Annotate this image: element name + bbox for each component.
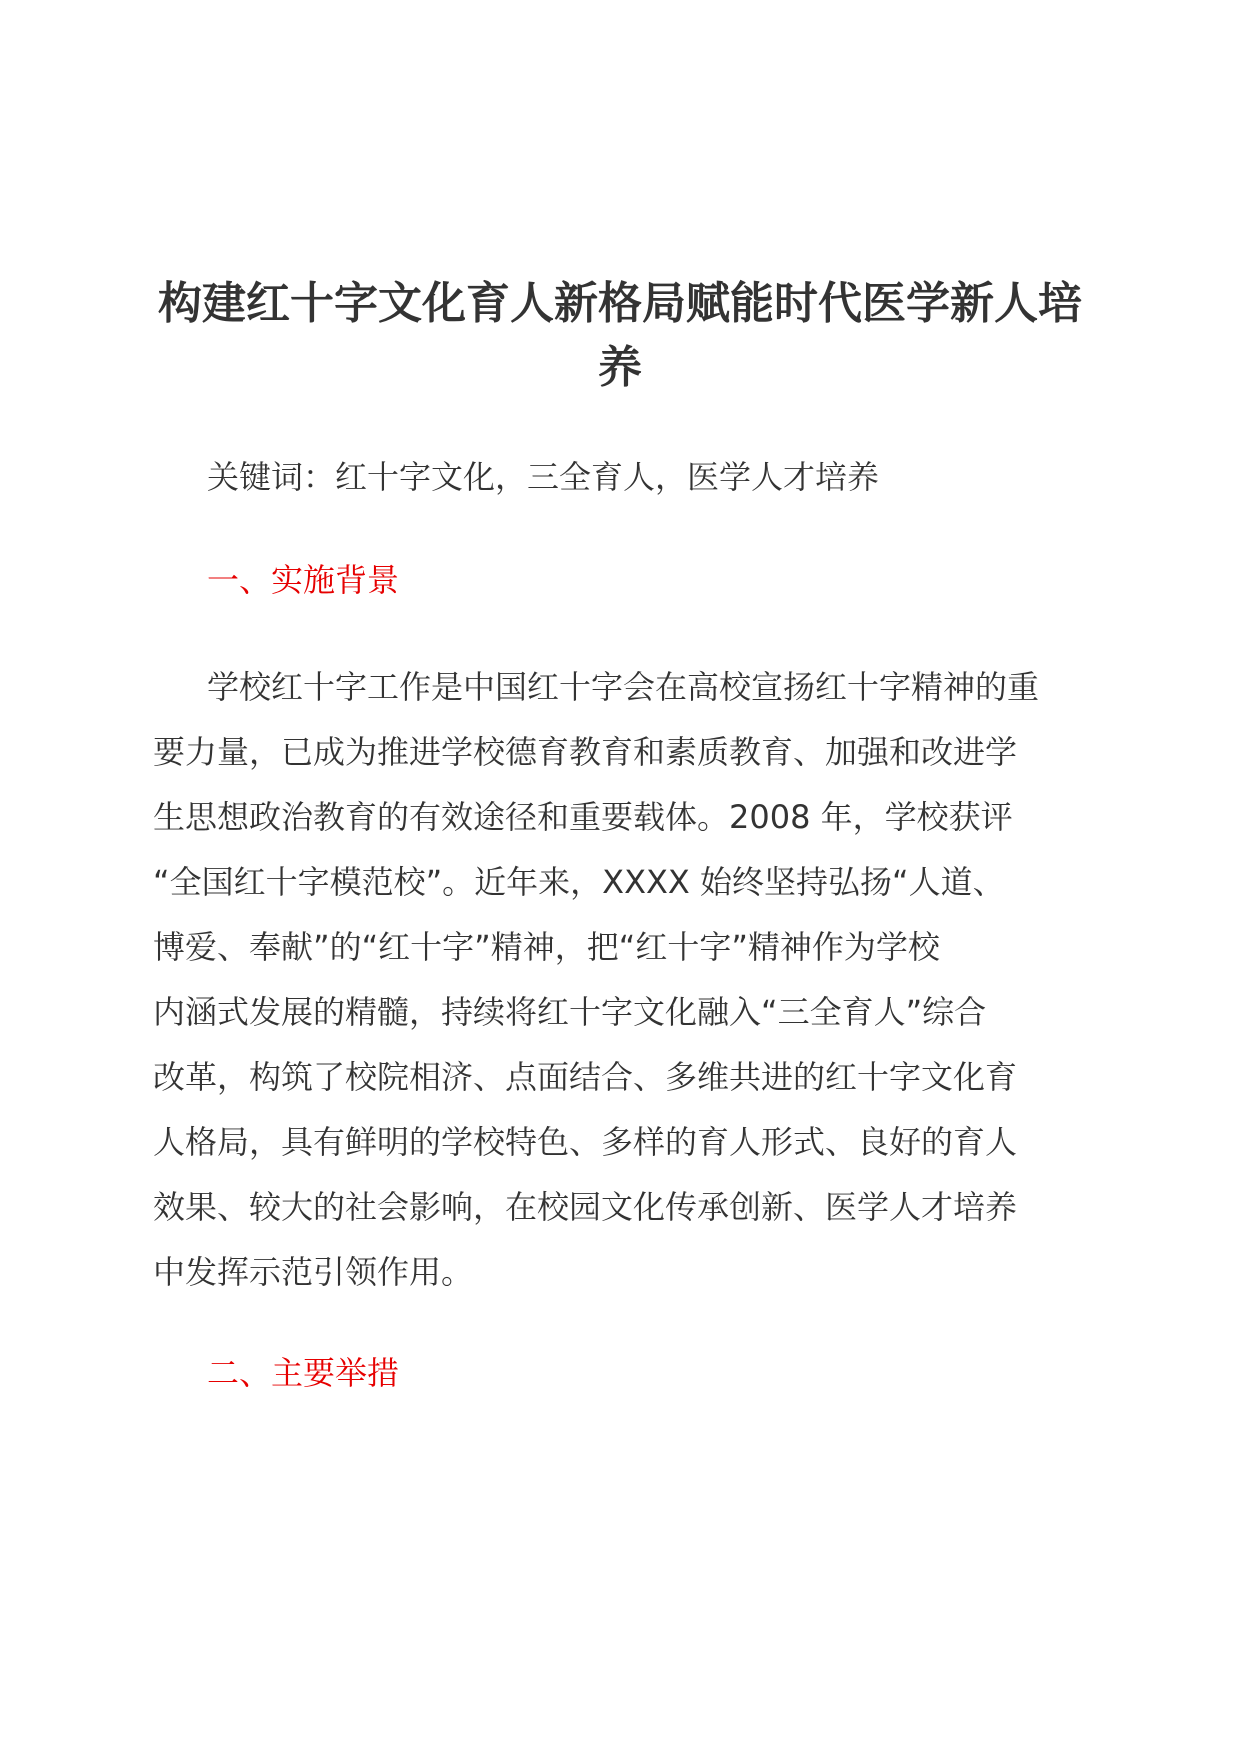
paragraph-line: 效果、较大的社会影响，在校园文化传承创新、医学人才培养 xyxy=(153,1188,1018,1226)
paragraph-line: “全国红十字模范校”。近年来，XXXX 始终坚持弘扬“人道、 xyxy=(153,863,1005,901)
paragraph-line: 博爱、奉献”的“红十字”精神，把“红十字”精神作为学校 xyxy=(153,928,940,966)
paragraph-line: 中发挥示范引领作用。 xyxy=(153,1253,474,1291)
paragraph-line: 改革，构筑了校院相济、点面结合、多维共进的红十字文化育 xyxy=(153,1058,1018,1096)
keywords-line: 关键词：红十字文化，三全育人，医学人才培养 xyxy=(207,458,880,496)
paragraph-line: 生思想政治教育的有效途径和重要载体。2008 年，学校获评 xyxy=(153,798,1013,836)
section-heading-background: 一、实施背景 xyxy=(207,561,400,599)
paragraph-line: 人格局，具有鲜明的学校特色、多样的育人形式、良好的育人 xyxy=(153,1123,1018,1161)
background-paragraph xyxy=(153,655,1083,1305)
section-heading-measures: 二、主要举措 xyxy=(207,1354,400,1392)
paragraph-line: 学校红十字工作是中国红十字会在高校宣扬红十字精神的重 xyxy=(207,668,1040,706)
paragraph-line: 要力量，已成为推进学校德育教育和素质教育、加强和改进学 xyxy=(153,733,1018,771)
document-title: 构建红十字文化育人新格局赋能时代医学新人培养 xyxy=(158,278,1082,393)
paragraph-line: 内涵式发展的精髓，持续将红十字文化融入“三全育人”综合 xyxy=(153,993,987,1031)
